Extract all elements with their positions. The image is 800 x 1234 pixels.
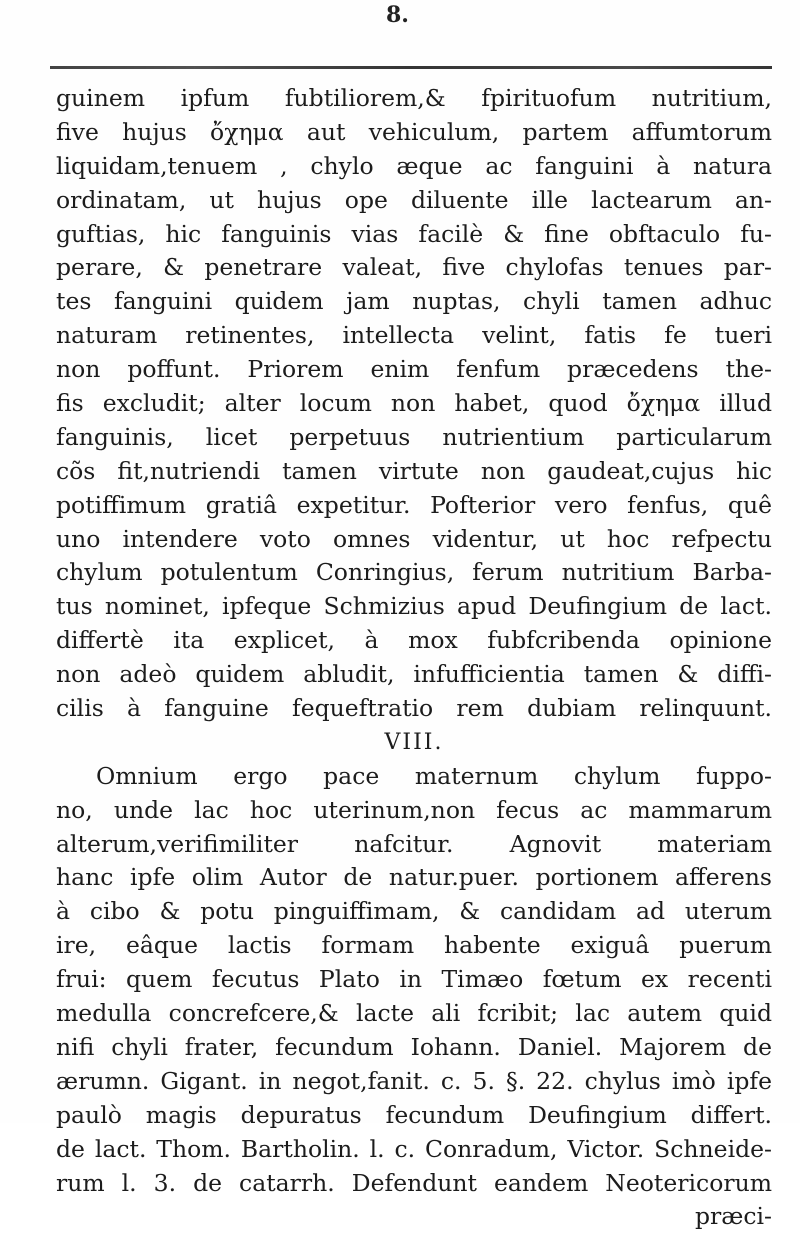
- text-line: nifi chyli frater, fecundum Iohann. Daniel. Majorem de: [56, 1032, 772, 1061]
- text-line: hanc ipfe olim Autor de natur.puer. portionem afferens: [56, 863, 772, 892]
- text-line: uno intendere voto omnes videntur, ut hoc refpectu: [56, 524, 772, 553]
- text-line: ordinatam, ut hujus ope diluente ille lactearum an-: [56, 185, 772, 214]
- text-line: potiffimum gratiâ expetitur. Pofterior vero fenfus, quê: [56, 490, 772, 519]
- text-line: frui: quem fecutus Plato in Timæo fœtum ex recenti: [56, 965, 772, 994]
- text-line: paulò magis depuratus fecundum Deufingium differt.: [56, 1100, 772, 1129]
- text-line: ærumn. Gigant. in negot,fanit. c. 5. §. 22. chylus imò ipfe: [56, 1066, 772, 1095]
- catchword: præci-: [695, 1202, 772, 1231]
- text-line: ire, eâque lactis formam habente exiguâ puerum: [56, 931, 772, 960]
- section-number: VIII.: [384, 729, 444, 755]
- text-line: chylum potulentum Conringius, ferum nutritium Barba-: [56, 558, 772, 587]
- text-line: guinem ipfum fubtiliorem,& fpirituofum nutritium,: [56, 84, 772, 112]
- page-number: 8.: [386, 2, 409, 28]
- body-text: [56, 82, 772, 1234]
- text-line: no, unde lac hoc uterinum,non fecus ac mammarum: [56, 795, 772, 824]
- text-line: perare, & penetrare valeat, five chylofas tenues par-: [56, 253, 772, 282]
- text-line: Omnium ergo pace maternum chylum fuppo-: [96, 761, 772, 790]
- text-line: liquidam,tenuem , chylo æque ac fanguini à natura: [56, 151, 772, 180]
- text-line: five hujus ὄχημα aut vehiculum, partem affumtorum: [56, 117, 772, 146]
- text-line: fis excludit; alter locum non habet, quod ὄχημα illud: [56, 389, 772, 418]
- text-line: differtè ita explicet, à mox fubfcribenda opinione: [56, 626, 772, 655]
- text-line: rum l. 3. de catarrh. Defendunt eandem Neotericorum: [56, 1168, 772, 1197]
- text-line: de lact. Thom. Bartholin. l. c. Conradum, Victor. Schneide-: [56, 1134, 772, 1163]
- text-line: tus nominet, ipfeque Schmizius apud Deufingium de lact.: [56, 592, 772, 621]
- text-line: non poffunt. Priorem enim fenfum præcedens the-: [56, 355, 772, 384]
- text-line: guftias, hic fanguinis vias facilè & fine obftaculo fu-: [56, 219, 772, 248]
- text-line: non adeò quidem abludit, infufficientia tamen & diffi-: [56, 660, 772, 689]
- header-rule: [50, 66, 772, 69]
- text-line: à cibo & potu pinguiffimam, & candidam ad uterum: [56, 897, 772, 926]
- text-line: alterum,verifimiliter nafcitur. Agnovit materiam: [56, 829, 772, 858]
- text-line: fanguinis, licet perpetuus nutrientium particularum: [56, 422, 772, 451]
- text-line: medulla concrefcere,& lacte ali fcribit; lac autem quid: [56, 999, 772, 1028]
- text-line: cõs fit,nutriendi tamen virtute non gaudeat,cujus hic: [56, 456, 772, 485]
- text-line: tes fanguini quidem jam nuptas, chyli tamen adhuc: [56, 287, 772, 316]
- text-line: naturam retinentes, intellecta velint, fatis fe tueri: [56, 321, 772, 350]
- text-line: cilis à fanguine fequeftratio rem dubiam relinquunt.: [56, 694, 772, 723]
